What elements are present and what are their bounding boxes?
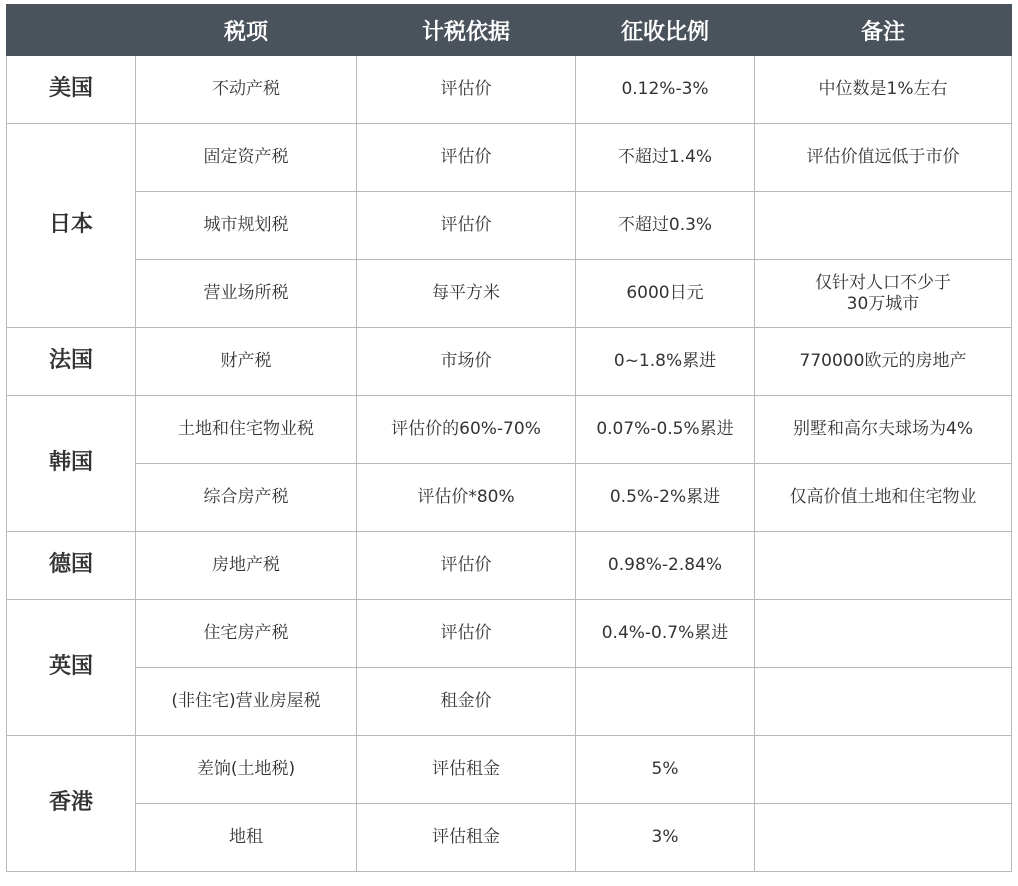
note-cell (755, 532, 1012, 600)
rate-cell: 不超过0.3% (576, 192, 755, 260)
basis-cell: 评估价 (357, 124, 576, 192)
note-cell: 770000欧元的房地产 (755, 328, 1012, 396)
table-row (7, 56, 1012, 124)
country-cell: 法国 (7, 328, 136, 396)
table-row (7, 736, 1012, 804)
rate-cell (576, 668, 755, 736)
note-cell (755, 736, 1012, 804)
table-row (7, 192, 1012, 260)
note-cell (755, 668, 1012, 736)
header-row (7, 5, 1012, 56)
note-cell: 别墅和高尔夫球场为4% (755, 396, 1012, 464)
table-row (7, 464, 1012, 532)
tax-cell: 综合房产税 (136, 464, 357, 532)
basis-cell: 评估价 (357, 532, 576, 600)
tax-cell: 房地产税 (136, 532, 357, 600)
basis-cell: 评估价 (357, 56, 576, 124)
table-row (7, 668, 1012, 736)
basis-cell: 评估租金 (357, 736, 576, 804)
header-tax-rate: 征收比例 (576, 5, 755, 56)
rate-cell: 不超过1.4% (576, 124, 755, 192)
rate-cell: 0.5%-2%累进 (576, 464, 755, 532)
table-row (7, 396, 1012, 464)
tax-cell: 差饷(土地税) (136, 736, 357, 804)
table-row (7, 532, 1012, 600)
rate-cell: 5% (576, 736, 755, 804)
note-line: 30万城市 (846, 293, 920, 314)
tax-cell: 地租 (136, 804, 357, 872)
tax-table-container (6, 4, 1011, 872)
table-body (7, 56, 1012, 872)
table-row (7, 600, 1012, 668)
country-cell: 香港 (7, 736, 136, 872)
basis-cell: 租金价 (357, 668, 576, 736)
header-tax-basis: 计税依据 (357, 5, 576, 56)
note-cell (755, 192, 1012, 260)
header-remarks: 备注 (755, 5, 1012, 56)
tax-cell: 城市规划税 (136, 192, 357, 260)
rate-cell: 3% (576, 804, 755, 872)
table-row (7, 124, 1012, 192)
rate-cell: 0.07%-0.5%累进 (576, 396, 755, 464)
property-tax-table (6, 4, 1012, 872)
country-cell: 德国 (7, 532, 136, 600)
basis-cell: 每平方米 (357, 260, 576, 328)
country-cell: 美国 (7, 56, 136, 124)
tax-cell: 不动产税 (136, 56, 357, 124)
header-tax-item: 税项 (136, 5, 357, 56)
note-cell: 评估价值远低于市价 (755, 124, 1012, 192)
rate-cell: 0.4%-0.7%累进 (576, 600, 755, 668)
basis-cell: 评估价*80% (357, 464, 576, 532)
table-row (7, 260, 1012, 328)
note-line: 仅针对人口不少于 (815, 273, 951, 294)
country-cell: 韩国 (7, 396, 136, 532)
rate-cell: 0.12%-3% (576, 56, 755, 124)
country-cell: 日本 (7, 124, 136, 328)
basis-cell: 市场价 (357, 328, 576, 396)
tax-cell: 住宅房产税 (136, 600, 357, 668)
table-header (7, 5, 1012, 56)
basis-cell: 评估价 (357, 192, 576, 260)
tax-cell: 财产税 (136, 328, 357, 396)
tax-cell: 营业场所税 (136, 260, 357, 328)
tax-cell: 土地和住宅物业税 (136, 396, 357, 464)
rate-cell: 0.98%-2.84% (576, 532, 755, 600)
tax-cell: (非住宅)营业房屋税 (136, 668, 357, 736)
country-cell: 英国 (7, 600, 136, 736)
basis-cell: 评估价 (357, 600, 576, 668)
note-cell (755, 600, 1012, 668)
note-cell: 中位数是1%左右 (755, 56, 1012, 124)
note-cell (755, 260, 1012, 328)
header-country (7, 5, 136, 56)
rate-cell: 6000日元 (576, 260, 755, 328)
note-cell (755, 804, 1012, 872)
basis-cell: 评估价的60%-70% (357, 396, 576, 464)
basis-cell: 评估租金 (357, 804, 576, 872)
table-row (7, 328, 1012, 396)
table-row (7, 804, 1012, 872)
rate-cell: 0~1.8%累进 (576, 328, 755, 396)
note-cell: 仅高价值土地和住宅物业 (755, 464, 1012, 532)
tax-cell: 固定资产税 (136, 124, 357, 192)
